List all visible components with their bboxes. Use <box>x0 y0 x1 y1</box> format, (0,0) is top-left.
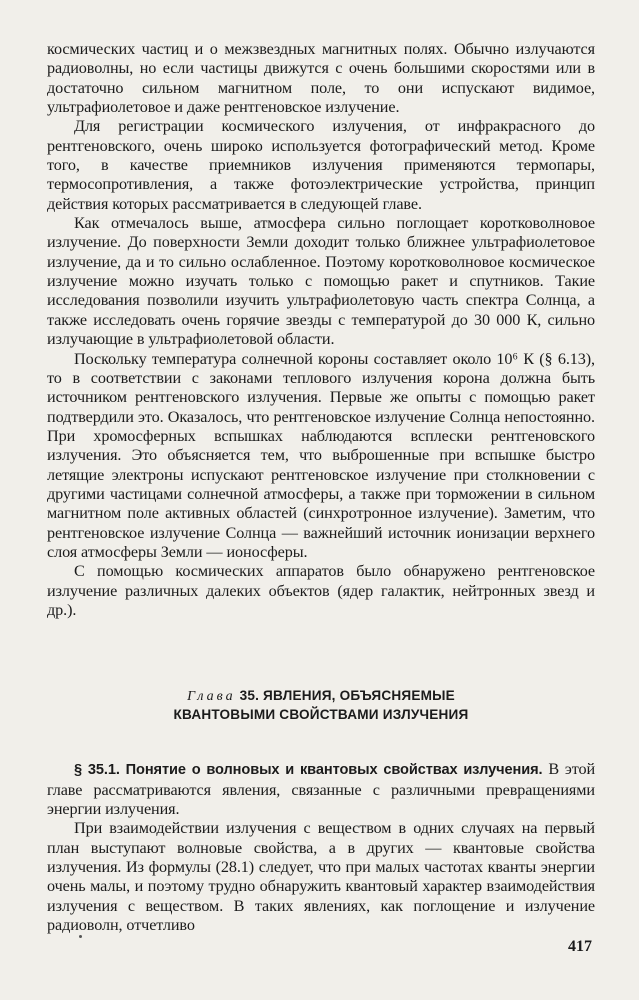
chapter-title-line-2: КВАНТОВЫМИ СВОЙСТВАМИ ИЗЛУЧЕНИЯ <box>173 707 469 723</box>
chapter-word: Глава <box>187 689 236 705</box>
page-body <box>47 40 595 935</box>
section-intro <box>47 760 595 819</box>
section-35-1 <box>47 760 595 935</box>
paragraph-1: космических частиц и о межзвездных магнитных полях. Обычно излучаются радиоволны, но если частицы движутся с очень большими скоростями или в достаточно сильном магнитном поле, то они испускают видимое, ультрафиолетовое и даже рентгеновское излучение. <box>47 40 595 117</box>
section-lead: В этой главе рассматриваются явления, связанные с различными превращениями энергии излучения. <box>47 760 596 818</box>
chapter-heading-line-1 <box>47 687 595 706</box>
paragraph-5: С помощью космических аппаратов было обнаружено рентгеновское излучение различных далеких объектов (ядер галактик, нейтронных звезд и др.). <box>47 562 595 619</box>
paragraph-4: Поскольку температура солнечной короны составляет около 10⁶ К (§ 6.13), то в соответствии с законами теплового излучения корона должна быть источником рентгеновского излучения. Первые же опыты с помощью ракет подтвердили это. Оказалось, что рентгеновское излучение Солнца непостоянно. При хромосферных вспышках наблюдаются всплески рентгеновского излучения. Это объясняется тем, что выброшенные при вспышке быстро летящие электроны испускают рентгеновское излучение при столкновении с другими частицами солнечной атмосферы, а также при торможении в сильном магнитном поле активных областей (синхротронное излучение). Заметим, что рентгеновское излучение Солнца — важнейший источник ионизации верхнего слоя атмосферы Земли — ионосферы. <box>47 349 595 561</box>
paragraph-2: Для регистрации космического излучения, от инфракрасного до рентгеновского, очень широко используется фотографический метод. Кроме того, в качестве приемников излучения применяются термопары, термосопротивления, а также фотоэлектрические устройства, принцип действия которых рассматривается в следующей главе. <box>47 117 595 213</box>
chapter-title-line-1: 35. ЯВЛЕНИЯ, ОБЪЯСНЯЕМЫЕ <box>239 688 455 704</box>
section-paragraph: При взаимодействии излучения с веществом в одних случаях на первый план выступают волновые свойства, а в других — квантовые свойства излучения. Из формулы (28.1) следует, что при малых частотах кванты энергии очень малы, и поэтому трудно обнаружить квантовый характер взаимодействия излучения с веществом. В таких явлениях, как поглощение и излучение радиоволн, отчетливо <box>47 819 595 935</box>
chapter-heading <box>47 687 595 724</box>
page-number: 417 <box>568 938 592 955</box>
paragraph-3: Как отмечалось выше, атмосфера сильно поглощает коротковолновое излучение. До поверхности Земли доходит только ближнее ультрафиолетовое излучение, да и то сильно ослабленное. Поэтому коротковолновое космическое излучение можно изучать только с помощью ракет и спутников. Такие исследования позволили изучить ультрафиолетовую часть спектра Солнца, а также исследовать очень горячие звезды с температурой до 30 000 К, сильно излучающие в ультрафиолетовой области. <box>47 214 595 349</box>
section-title: § 35.1. Понятие о волновых и квантовых свойствах излучения. <box>74 762 543 779</box>
print-dot-mark <box>79 935 82 938</box>
